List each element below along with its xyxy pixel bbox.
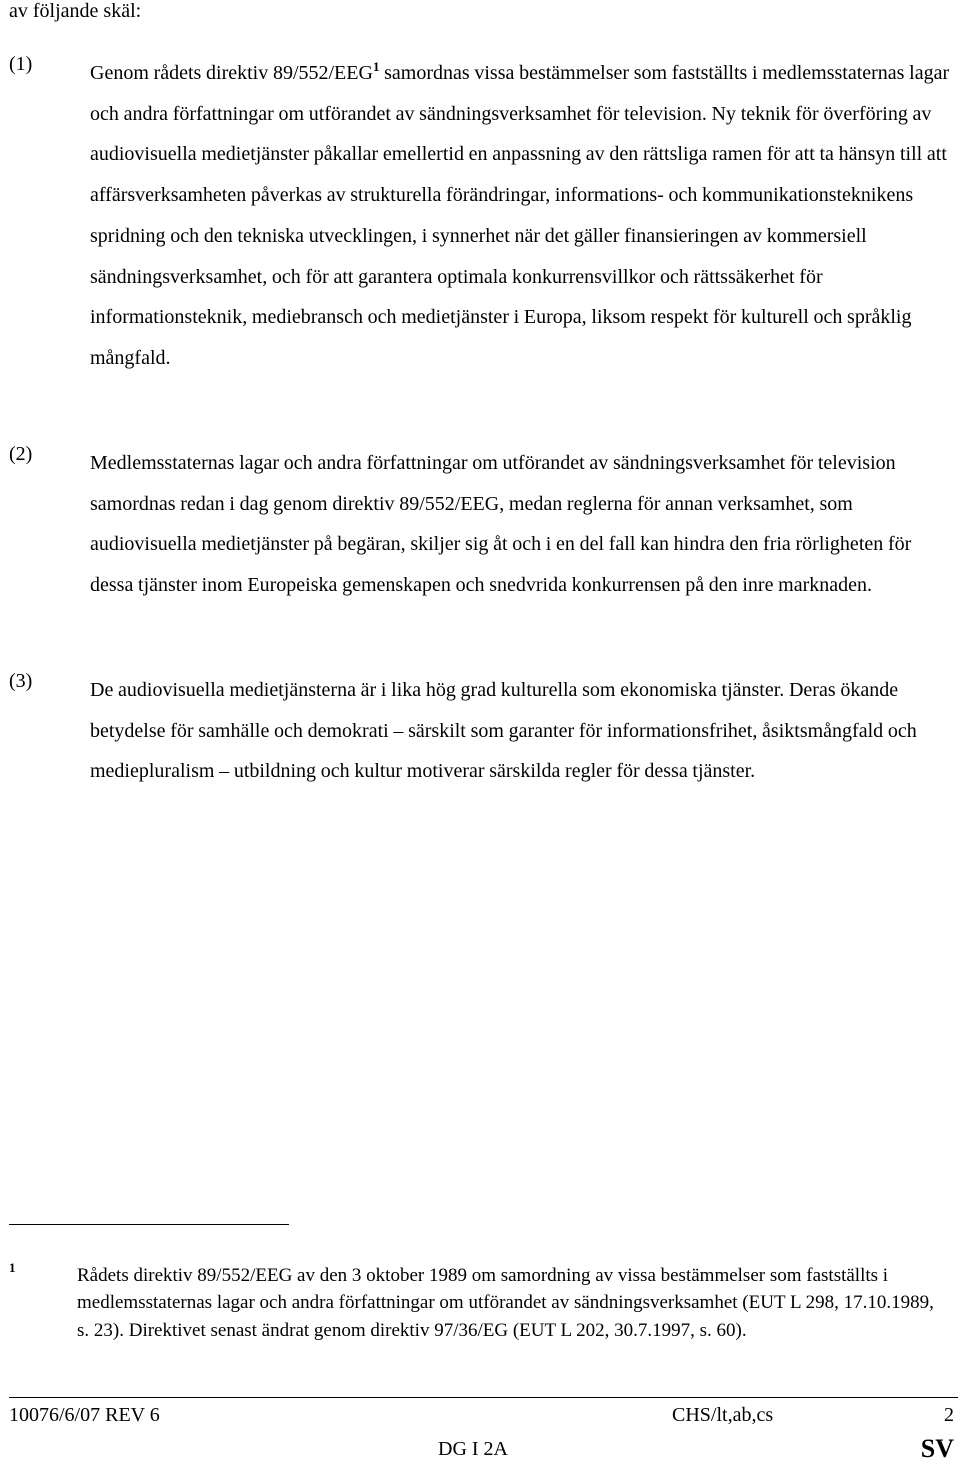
recital-text: Medlemsstaternas lagar och andra författningar om utförandet av sändningsverksamhet för television samordnas redan i dag genom direktiv 89/552/EEG, medan reglerna för annan verksamhet, som audiovisuella medietjänster på begäran, skiljer sig åt och i en del fall kan hindra den fria rörligheten för dessa tjänster inom Europeiska gemenskapen och snedvrida konkurrensen på den inre marknaden.: [90, 452, 912, 597]
recital-text: [90, 53, 954, 379]
directorate-code: DG I 2A: [438, 1438, 508, 1460]
recital-number: (3): [9, 670, 33, 692]
footnote-separator: [9, 1224, 289, 1225]
recital-text-start: Genom rådets direktiv 89/552/EEG: [90, 62, 373, 84]
document-reference: 10076/6/07 REV 6: [9, 1404, 160, 1426]
recital-text: De audiovisuella medietjänsterna är i lika hög grad kulturella som ekonomiska tjänster. Deras ökande betydelse för samhälle och demokrati – särskilt som garanter för informationsfrihet, åsiktsmångfald och mediepluralism – utbildning och kultur motiverar särskilda regler för dessa tjänster.: [90, 679, 917, 783]
recital-text-rest: samordnas vissa bestämmelser som fastställts i medlemsstaternas lagar och andra författningar om utförandet av sändningsverksamhet för television. Ny teknik för överföring av audiovisuella medietjänster påkallar emellertid en anpassning av den rättsliga ramen för att ta hänsyn till att affärsverksamheten påverkas av strukturella förändringar, informations- och kommunikationsteknikens spridning och den tekniska utvecklingen, i synnerhet när det gäller finansieringen av kommersiell sändningsverksamhet, och för att garantera optimala konkurrensvillkor och rättssäkerhet för informationsteknik, mediebransch och medietjänster i Europa, liksom respekt för kulturell och språklig mångfald.: [90, 62, 950, 369]
recital-3: [9, 670, 954, 792]
footnote-text: Rådets direktiv 89/552/EEG av den 3 oktober 1989 om samordning av vissa bestämmelser som fastställts i medlemsstaternas lagar och andra författningar om utförandet av sändningsverksamhet (EUT L 298, 17.10.1989, s. 23). Direktivet senast ändrat genom direktiv 97/36/EG (EUT L 202, 30.7.1997, s. 60).: [77, 1265, 934, 1341]
intro-text: av följande skäl:: [9, 0, 142, 22]
footnote: [9, 1262, 954, 1344]
footnote-reference[interactable]: 1: [372, 59, 380, 74]
footnote-number: 1: [9, 1260, 16, 1275]
recital-number: (2): [9, 443, 33, 465]
author-initials: CHS/lt,ab,cs: [672, 1404, 774, 1426]
language-code: SV: [920, 1434, 954, 1463]
footer-separator: [9, 1397, 958, 1398]
recital-2: [9, 443, 954, 606]
page-number: 2: [944, 1404, 954, 1426]
recital-1: [9, 53, 954, 379]
recital-number: (1): [9, 53, 33, 75]
